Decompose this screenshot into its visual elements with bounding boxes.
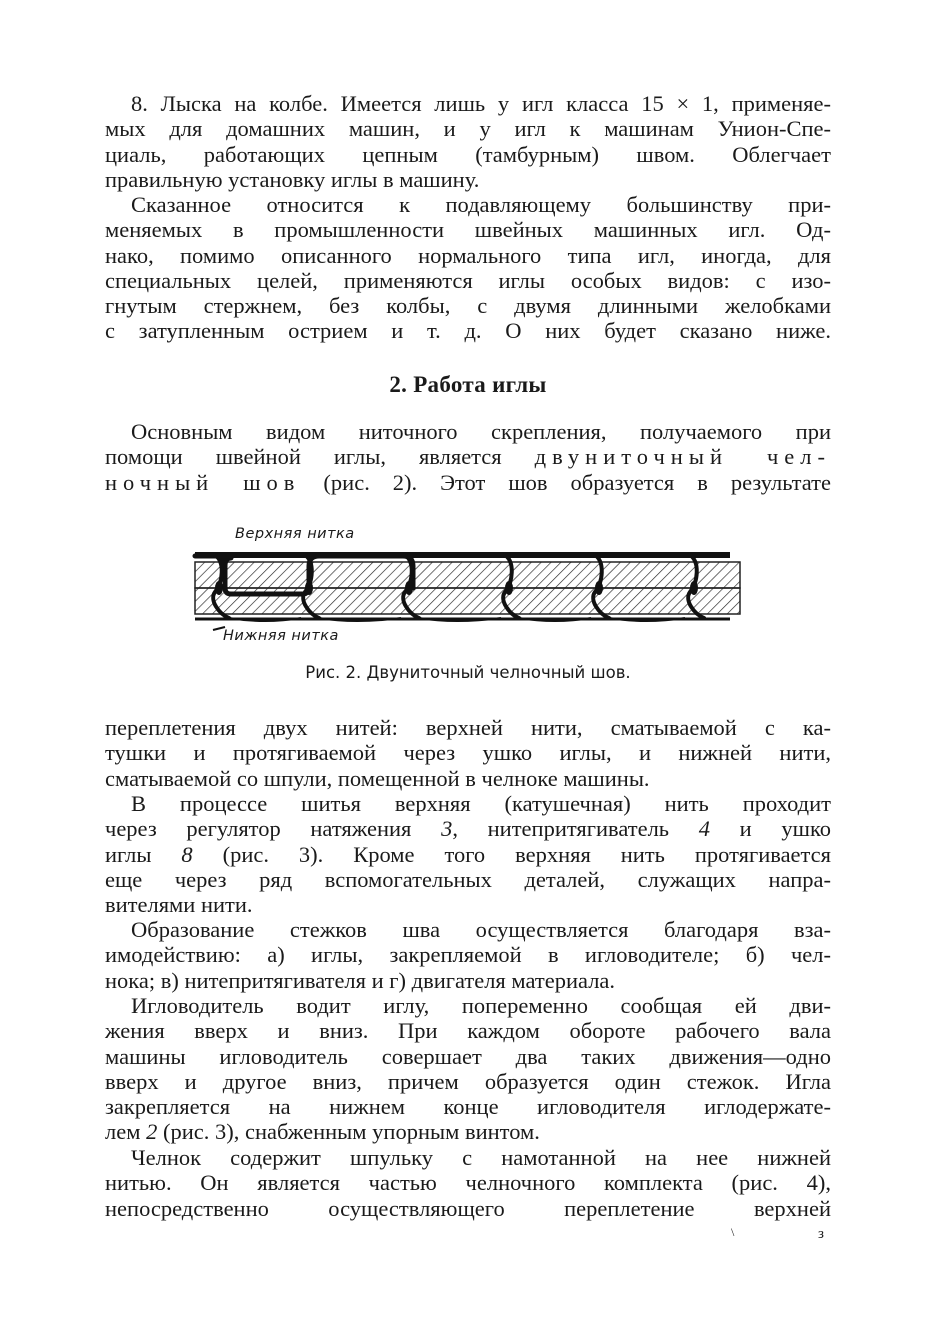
- ref-number: 8: [181, 841, 193, 867]
- text-line: нитью. Он является частью челночного комплекта (рис. 4),: [105, 1170, 831, 1196]
- text-fragment: , нитепритягиватель: [452, 816, 699, 842]
- text-line: циаль, работающих цепным (тамбурным) швом. Облегчает: [105, 141, 831, 167]
- text-fragment: (рис. 3), снабженным упорным винтом.: [157, 1119, 540, 1145]
- text-line: [105, 444, 831, 469]
- text-line: [105, 842, 831, 867]
- text-fragment: помощи швейной иглы, является: [105, 444, 502, 470]
- figure-lockstitch: [185, 522, 745, 652]
- paragraph-stitch-formation: [105, 917, 831, 993]
- text-line: гнутым стержнем, без колбы, с двумя длинными желобками: [105, 293, 831, 319]
- text-line: вителями нити.: [105, 892, 253, 918]
- ref-number: 3: [441, 816, 453, 842]
- text-line: Основным видом ниточного скрепления, получаемого при: [131, 419, 831, 444]
- upper-fabric-layer: [195, 562, 740, 588]
- text-line: непосредственно осуществляющего переплетение верхней: [105, 1195, 831, 1221]
- text-line: машины игловодитель совершает два таких движения—одно: [105, 1043, 831, 1069]
- text-fragment: (рис. 2). Этот шов образуется в результате: [323, 469, 831, 495]
- text-line: Игловодитель водит иглу, попеременно сообщая ей дви-: [131, 993, 831, 1018]
- text-fragment: иглы: [105, 841, 182, 867]
- paragraph-special-needles: [105, 192, 831, 344]
- text-line: [105, 816, 831, 841]
- ref-number: 4: [698, 816, 710, 842]
- text-line: еще через ряд вспомогательных деталей, служащих напра-: [105, 866, 831, 892]
- paragraph-lockstitch-intro: [105, 419, 831, 495]
- text-line: нако, помимо описанного нормального типа игл, иногда, для: [105, 242, 831, 268]
- spaced-term: ночный шов: [105, 469, 301, 495]
- text-line: правильную установку иглы в машину.: [105, 166, 480, 192]
- text-line: закрепляется на нижнем конце игловодителя иглодержате-: [105, 1094, 831, 1120]
- paragraph-two-threads: [105, 715, 831, 791]
- figure-label-lower-thread: Нижняя нитка: [223, 628, 339, 644]
- text-fragment: лем: [105, 1119, 147, 1145]
- spaced-term: двуниточный чел-: [534, 444, 831, 470]
- text-line: 8. Лыска на колбе. Имеется лишь у игл класса 15 × 1, применяе-: [131, 91, 831, 116]
- text-line: с затупленным острием и т. д. О них будет сказано ниже.: [105, 318, 831, 344]
- text-line: имодействию: а) иглы, закрепляемой в игловодителе; б) чел-: [105, 942, 831, 968]
- text-line: специальных целей, применяются иглы особых видов: с изо-: [105, 267, 831, 293]
- text-line: жения вверх и вниз. При каждом обороте рабочего вала: [105, 1018, 831, 1044]
- figure-caption: Рис. 2. Двуниточный челночный шов.: [305, 663, 631, 682]
- paragraph-shuttle: [105, 1145, 831, 1221]
- text-line: [105, 470, 831, 495]
- page-folio: з: [818, 1226, 824, 1242]
- text-line: Сказанное относится к подавляющему большинству при-: [131, 192, 831, 217]
- figure-label-upper-thread: Верхняя нитка: [235, 526, 355, 542]
- text-line: [105, 1119, 831, 1144]
- text-line: В процессе шитья верхняя (катушечная) нить проходит: [131, 791, 831, 816]
- text-line: мых для домашних машин, и у игл к машинам Унион-Спе-: [105, 116, 831, 142]
- text-line: вверх и другое вниз, причем образуется один стежок. Игла: [105, 1068, 831, 1094]
- paragraph-needle-flat: [105, 91, 831, 192]
- text-line: нока; в) нитепритягивателя и г) двигателя материала.: [105, 967, 616, 993]
- section-heading: 2. Работа иглы: [389, 372, 547, 397]
- ref-number: 2: [146, 1119, 158, 1145]
- text-line: сматываемой со шпули, помещенной в челноке машины.: [105, 765, 650, 791]
- text-line: тушки и протягиваемой через ушко иглы, и нижней нити,: [105, 740, 831, 766]
- paragraph-upper-thread-path: [105, 791, 831, 917]
- text-line: Образование стежков шва осуществляется благодаря вза-: [131, 917, 831, 942]
- print-speck: \: [731, 1225, 735, 1239]
- text-fragment: и ушко: [709, 816, 831, 842]
- text-line: меняемых в промышленности швейных машинных игл. Од-: [105, 217, 831, 243]
- text-fragment: (рис. 3). Кроме того верхняя нить протягивается: [192, 841, 831, 867]
- text-line: Челнок содержит шпульку с намотанной на нее нижней: [131, 1145, 831, 1170]
- paragraph-needle-bar: [105, 993, 831, 1145]
- text-line: переплетения двух нитей: верхней нити, сматываемой с ка-: [105, 715, 831, 740]
- text-fragment: через регулятор натяжения: [105, 816, 442, 842]
